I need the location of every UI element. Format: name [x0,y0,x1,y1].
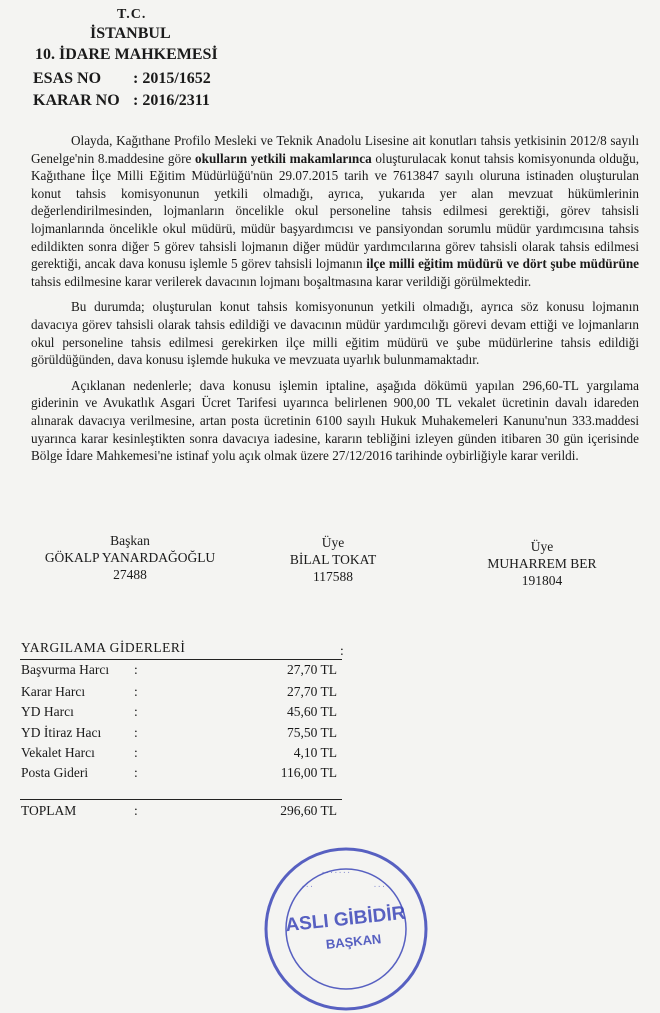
signature-president [30,532,230,583]
karar-no-row [33,91,210,110]
cost-total-label: TOPLAM [21,803,77,818]
p1-text-c: tahsis edilmesine karar verilerek davacının lojmanı boşaltmasına karar verildiği görülmektedir. [31,273,532,289]
cost-amount: 75,50 TL [287,725,337,740]
esas-no-value: : 2015/1652 [133,70,211,87]
cost-label: Başvurma Harcı [21,662,110,677]
signature-number: 27488 [113,567,147,582]
signature-name: GÖKALP YANARDAĞOĞLU [44,550,216,565]
signature-member-1 [258,534,408,585]
p1-text-a: Olayda, Kağıthane Profilo Mesleki ve Teknik Anadolu Lisesine ait konutları tahsis yetkisinin 2012/8 sayılı Genelge'nin 8.maddesine göre [31,133,639,166]
cost-row [21,662,341,680]
cost-label: YD İtiraz Hacı [21,725,102,740]
cost-colon: : [134,725,138,740]
cost-colon: : [134,765,138,780]
header-city: İSTANBUL [90,25,171,42]
costs-top-rule [20,659,342,660]
esas-no-row [33,69,211,88]
paragraph-reasoning [31,132,639,290]
svg-text:· · · · · · ·: · · · · · · · [322,870,350,877]
costs-title-colon: : [340,643,344,658]
cost-row [21,765,341,783]
signature-number: 117588 [313,569,353,584]
costs-bottom-rule [20,799,342,800]
cost-amount: 45,60 TL [287,704,337,719]
esas-no-label: ESAS NO [33,70,102,87]
p1-bold-a: okulların yetkili makamlarınca [195,150,372,166]
stamp-sub-text: BAŞKAN [325,931,382,952]
official-stamp [262,845,430,1013]
paragraph-verdict: Açıklanan nedenlerle; dava konusu işlemin iptaline, aşağıda dökümü yapılan 296,60-TL yargılama giderinin ve Avukatlık Asgari Ücret Tarifesi uyarınca belirlenen 900,00 TL vekalet ücretinin davalı idareden alınarak davacıya verilmesine, artan posta ücretinin 6100 sayılı Hukuk Muhakemeleri Kanunu'nun 333.maddesi uyarınca karar kesinleştikten sonra davacıya iadesine, kararın tebliğini izleyen günden itibaren 30 gün içerisinde Bölge İdare Mahkemesi'ne istinaf yolu açık olmak üzere 27/12/2016 tarihinde oybirliğiyle karar verildi. [31,377,639,464]
cost-amount: 116,00 TL [280,765,337,780]
cost-amount: 27,70 TL [287,684,337,699]
cost-row [21,704,341,722]
cost-total-row [21,803,341,821]
stamp-main-text: ASLI GİBİDİR [284,902,407,937]
p1-bold-b: ilçe milli eğitim müdürü ve dört şube müdürüne [366,256,640,272]
p1-text-b: oluşturulacak konut tahsis komisyonunda olduğu, Kağıthane İlçe Milli Eğitim Müdürlüğü'nün 29.07.2015 tarih ve 7613847 sayılı oluruna istinaden oluşturulan konut tahsis komisyonunun yetkili olmadığı, ayrıca, yukarıda yer alan mevzuat hükümlerinin değerlendirilmesinden, lojmanların öncelikle okul personeline tahsis edilmesi gerektiği, görev tahsisli lojmanlarında öncelikle okul müdürü, müdür başyardımcısı ve pansiyondan sorumlu müdür yardımcısına tahsis edildikten sonra diğer 5 görev tahsisli lojmanın diğer müdür yardımcılarına görev tahsisli olarak tahsis edilmesi gerektiği, ancak dava konusu işlemle 5 görev tahsisli lojmanın [31,150,639,272]
signature-name: MUHARREM BER [487,556,597,571]
cost-colon: : [134,684,138,699]
cost-label: Posta Gideri [21,765,89,780]
signature-name: BİLAL TOKAT [289,552,377,567]
cost-colon: : [134,745,138,760]
svg-text:· · ·: · · · [302,884,313,891]
signature-role: Üye [321,535,345,550]
header-court: 10. İDARE MAHKEMESİ [35,46,218,63]
signature-number: 191804 [521,573,563,588]
decision-body [31,132,639,473]
karar-no-value: : 2016/2311 [133,92,210,109]
cost-row [21,684,341,702]
signature-role: Başkan [110,533,150,548]
costs-title: YARGILAMA GİDERLERİ [21,640,186,655]
cost-colon: : [134,662,138,677]
cost-colon: : [134,704,138,719]
cost-row [21,745,341,763]
cost-amount: 4,10 TL [293,745,337,760]
cost-row [21,725,341,743]
karar-no-label: KARAR NO [33,92,120,109]
cost-total-amount: 296,60 TL [280,803,337,818]
signature-member-2 [462,538,622,589]
signature-role: Üye [530,539,554,554]
cost-amount: 27,70 TL [287,662,337,677]
cost-label: Karar Harcı [21,684,86,699]
paragraph-conclusion: Bu durumda; oluşturulan konut tahsis komisyonunun yetkili olmadığı, ayrıca söz konusu lojmanın davacıya görev tahsisli olarak tahsis edildiği ve davacının müdür yardımcılığı görevi devam ettiği ve lojmanların okul personeline tahsis edilmesi gerekirken ilçe milli eğitim müdürü ve şube müdürlerine tahsis edildiği görüldüğünden, dava konusu işlemde hukuka ve mevzuata uyarlık bulunmamaktadır. [31,299,639,368]
cost-label: Vekalet Harcı [21,745,95,760]
cost-label: YD Harcı [21,704,74,719]
cost-total-colon: : [134,803,138,818]
svg-text:· · ·: · · · [374,884,385,891]
header-tc: T.C. [117,7,147,22]
